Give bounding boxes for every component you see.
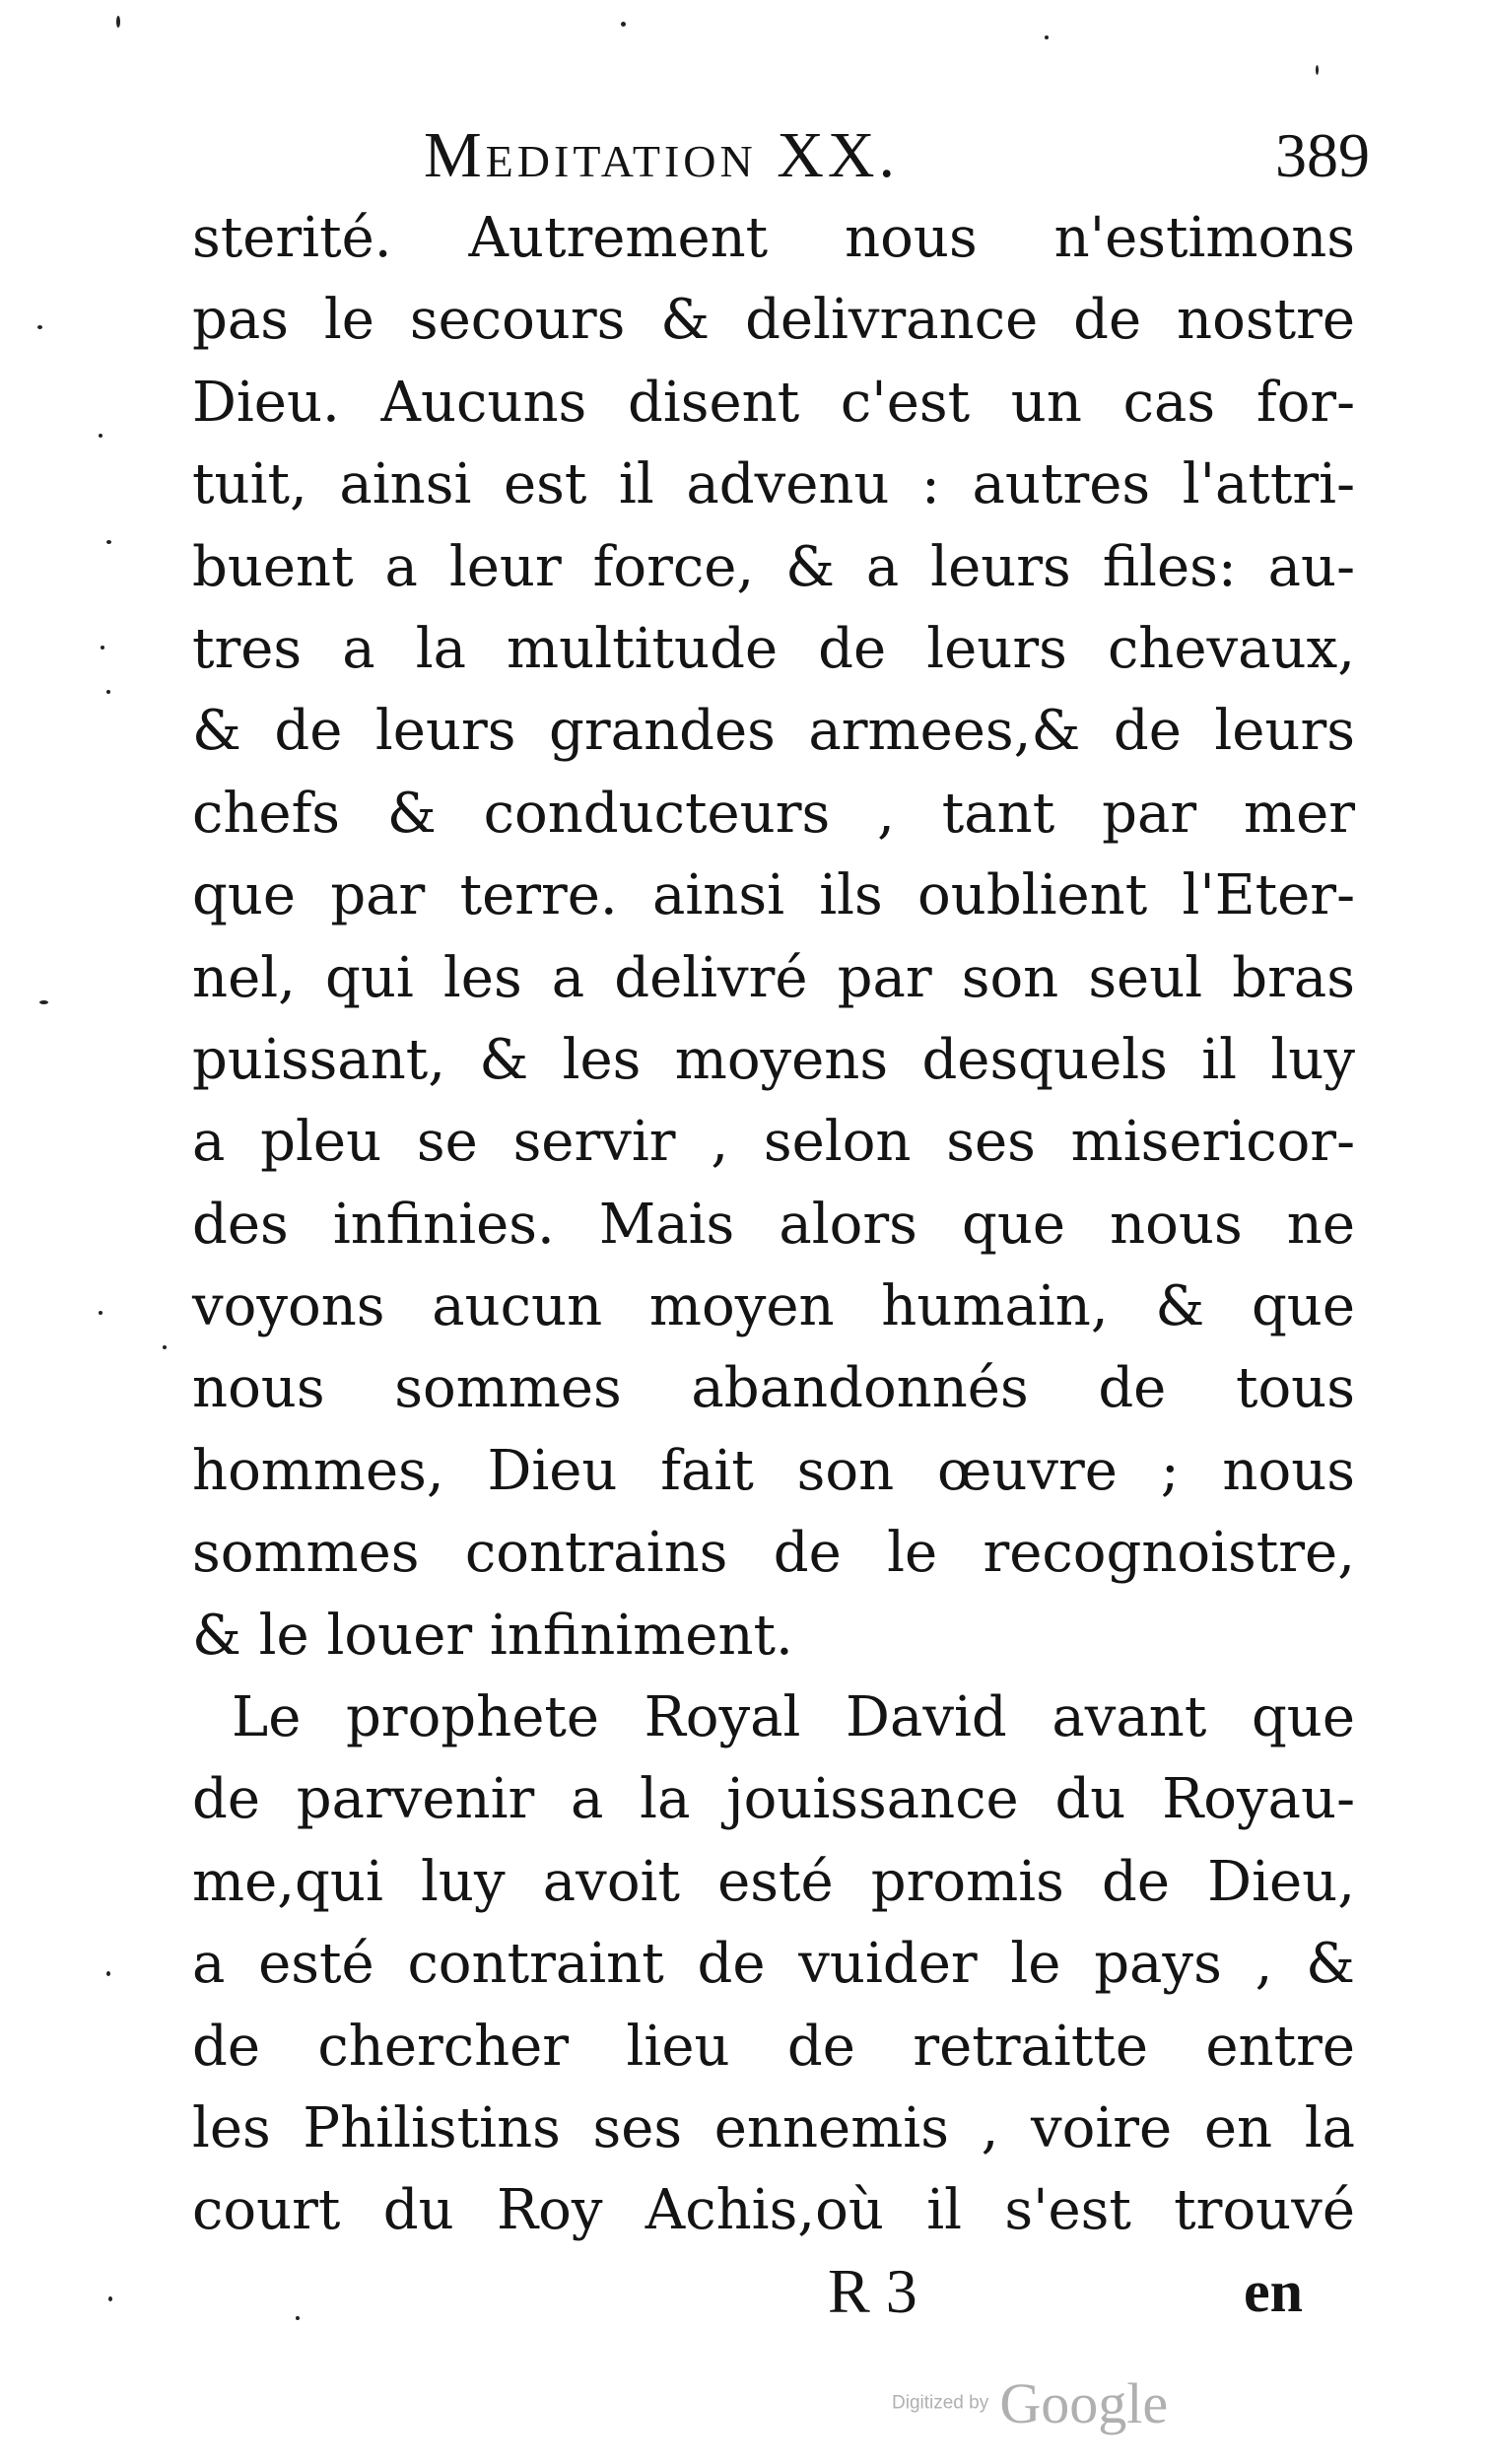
digitized-watermark: [892, 2370, 1168, 2436]
text-line: nous sommes abandonnés de tous: [192, 1356, 1355, 1421]
text-line: chefs & conducteurs , tant par mer: [192, 781, 1355, 846]
google-logo: Google: [999, 2371, 1169, 2435]
text-line: sterité. Autrement nous n'estimons: [192, 206, 1355, 270]
text-line: des infinies. Mais alors que nous ne: [192, 1192, 1355, 1257]
page-header: [424, 116, 1370, 195]
text-line: a esté contraint de vuider le pays , &: [192, 1932, 1355, 1997]
text-line: & le louer infiniment.: [192, 1603, 793, 1668]
text-line: de chercher lieu de retraitte entre: [192, 2014, 1355, 2079]
text-line: les Philistins ses ennemis , voire en la: [192, 2095, 1355, 2160]
text-line: a pleu se servir , selon ses misericor-: [192, 1110, 1355, 1175]
signature-mark: R 3: [828, 2256, 917, 2326]
text-line: de parvenir a la jouissance du Royau-: [192, 1767, 1355, 1832]
text-line: que par terre. ainsi ils oublient l'Eter-: [192, 863, 1355, 928]
text-line: voyons aucun moyen humain, & que: [192, 1274, 1355, 1339]
watermark-prefix: Digitized by: [892, 2392, 989, 2414]
text-line: court du Roy Achis,où il s'est trouvé: [192, 2178, 1355, 2243]
paragraph-first-line: Le prophete Royal David avant que: [232, 1685, 1355, 1750]
text-line: puissant, & les moyens desquels il luy: [192, 1027, 1355, 1092]
body-text: [192, 197, 1355, 2252]
text-line: me,qui luy avoit esté promis de Dieu,: [192, 1849, 1355, 1914]
text-line: buent a leur force, & a leurs files: au-: [192, 534, 1355, 599]
text-line: Dieu. Aucuns disent c'est un cas for-: [192, 370, 1355, 435]
catchword: en: [1244, 2259, 1303, 2324]
page-number: 389: [1275, 120, 1370, 190]
text-line: hommes, Dieu fait son œuvre ; nous: [192, 1438, 1355, 1503]
text-line: & de leurs grandes armees,& de leurs: [192, 699, 1355, 764]
text-line: sommes contrains de le recognoistre,: [192, 1521, 1355, 1586]
text-line: tuit, ainsi est il advenu : autres l'attri-: [192, 452, 1355, 517]
text-line: tres a la multitude de leurs chevaux,: [192, 616, 1355, 681]
text-line: pas le secours & delivrance de nostre: [192, 288, 1355, 353]
running-head: Meditation XX.: [424, 119, 900, 191]
text-line: nel, qui les a delivré par son seul bras: [192, 945, 1355, 1010]
